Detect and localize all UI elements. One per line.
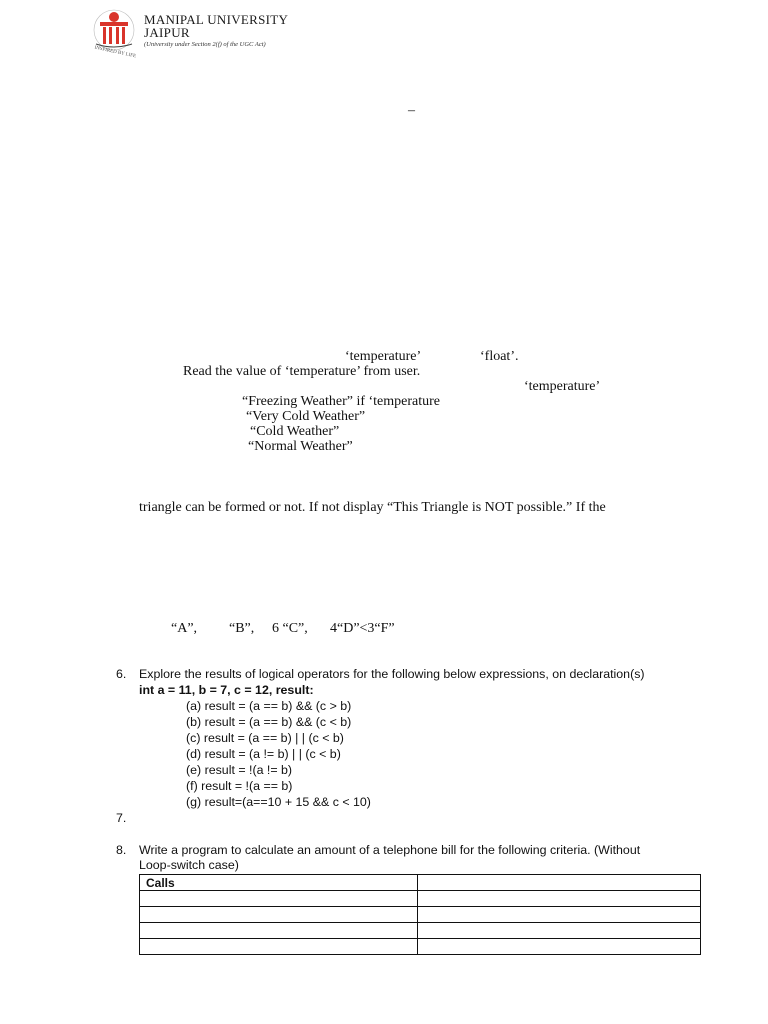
table-cell <box>140 923 418 939</box>
q6-item-b: (b) result = (a == b) && (c < b) <box>186 715 352 729</box>
q6-text: Explore the results of logical operators for the following below expressions, on declaration(s) <box>139 667 645 681</box>
q8-text-line1: Write a program to calculate an amount of a telephone bill for the following criteria. (Without <box>139 843 641 857</box>
table-row <box>140 891 701 907</box>
university-subtitle: (University under Section 2(f) of the UGC Act) <box>144 41 266 48</box>
title-dash: – <box>408 103 415 118</box>
temperature-read-line: Read the value of ‘temperature’ from user. <box>183 364 421 379</box>
table-cell <box>418 875 701 891</box>
temperature-check-var: ‘temperature’ <box>524 379 601 394</box>
table-cell <box>418 907 701 923</box>
q6-item-f: (f) result = !(a == b) <box>186 779 293 793</box>
university-city: JAIPUR <box>144 25 190 40</box>
q8-number: 8. <box>116 843 127 857</box>
q6-item-d: (d) result = (a != b) | | (c < b) <box>186 747 341 761</box>
triangle-line: triangle can be formed or not. If not display “This Triangle is NOT possible.” If the <box>139 500 606 515</box>
q6-declaration: int a = 11, b = 7, c = 12, result: <box>139 683 314 697</box>
seal-motto: INSPIRED BY LIFE <box>93 45 137 60</box>
table-row <box>140 939 701 955</box>
condition-freezing: “Freezing Weather” if ‘temperature <box>242 394 441 409</box>
telephone-bill-table <box>139 874 701 955</box>
grade-a: “A”, <box>171 621 198 636</box>
condition-normal: “Normal Weather” <box>248 439 353 454</box>
table-header-calls: Calls <box>140 875 418 891</box>
table-cell <box>418 939 701 955</box>
table-cell <box>418 891 701 907</box>
table-row <box>140 923 701 939</box>
table-cell <box>418 923 701 939</box>
condition-cold: “Cold Weather” <box>250 424 340 439</box>
table-cell <box>140 891 418 907</box>
table-cell <box>140 939 418 955</box>
table-row <box>140 907 701 923</box>
university-logo <box>88 6 298 62</box>
university-name: MANIPAL UNIVERSITY <box>144 12 289 27</box>
grade-d-f: 4“D”<3“F” <box>330 621 395 636</box>
q6-item-a: (a) result = (a == b) && (c > b) <box>186 699 352 713</box>
temperature-var-type: ‘float’. <box>480 349 519 364</box>
q6-number: 6. <box>116 667 127 681</box>
q7-number: 7. <box>116 811 127 825</box>
q6-item-e: (e) result = !(a != b) <box>186 763 293 777</box>
q6-item-g: (g) result=(a==10 + 15 && c < 10) <box>186 795 371 809</box>
grade-c: 6 “C”, <box>272 621 308 636</box>
q8-text-line2: Loop-switch case) <box>139 858 239 872</box>
condition-very-cold: “Very Cold Weather” <box>246 409 366 424</box>
grade-b: “B”, <box>229 621 255 636</box>
table-row <box>140 875 701 891</box>
q6-item-c: (c) result = (a == b) | | (c < b) <box>186 731 344 745</box>
temperature-var-name: ‘temperature’ <box>345 349 422 364</box>
table-cell <box>140 907 418 923</box>
